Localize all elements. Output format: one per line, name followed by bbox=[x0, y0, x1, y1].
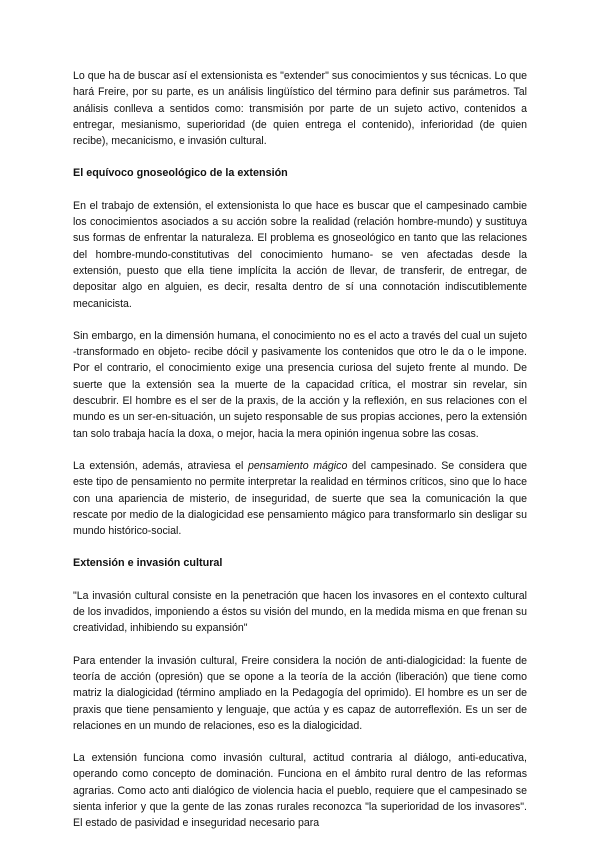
paragraph-human-dimension: Sin embargo, en la dimensión humana, el conocimiento no es el acto a través del cual un sujeto -transformado en objeto- recibe dócil y pasivamente los contenidos que otro le da o le impone. Por el contrario, el conocimiento exige una presencia curiosa del sujeto frente al mundo. De suerte que la extensión sea la muerte de la capacidad crítica, el mostrar sin revelar, sin descubrir. El hombre es el ser de la praxis, de la acción y la reflexión, en sus relaciones con el mundo es un ser-en-situación, un sujeto responsable de sus propias acciones, pero la extensión tan solo trabaja hacía la doxa, o mejor, hacia la mera opinión ingenua sobre las cosas. bbox=[73, 329, 527, 440]
paragraph-gnoseological-problem: En el trabajo de extensión, el extensionista lo que hace es buscar que el campesinado cambie los conocimientos asociados a su acción sobre la realidad (relación hombre-mundo) y sustituya sus formas de enfrentar la naturaleza. El problema es gnoseológico en tanto que las relaciones del hombre-mundo-constitutivas del conocimiento humano- se ven afectadas desde la extensión, puesto que ella tiene implícita la acción de llevar, de transferir, de entregar, de depositar algo en alguien, es decir, resalta dentro de sí una connotación indiscutiblemente mecanicista. bbox=[73, 199, 527, 310]
paragraph-anti-dialogicity: Para entender la invasión cultural, Freire considera la noción de anti-dialogicidad: la fuente de teoría de acción (opresión) que se opone a la teoría de la acción (liberación) que tiene como matriz la dialogicidad (término ampliado en la Pedagogía del oprimido). El hombre es un ser de praxis que tiene pensamiento y lenguaje, que actúa y es capaz de autorreflexión. Es un ser de relaciones en un mundo de relaciones, eso es la dialogicidad. bbox=[73, 654, 527, 732]
emphasis-pensamiento-magico: pensamiento mágico bbox=[247, 459, 348, 472]
paragraph-extension-intro: Lo que ha de buscar así el extensionista es "extender" sus conocimientos y sus técnicas. Lo que hará Freire, por su parte, es un análisis lingüístico del término para definir sus parámetros. Tal análisis conlleva a sentidos como: transmisión por parte de un sujeto activo, contenidos a entregar, mesianismo, superioridad (de quien entrega el contenido), inferioridad (de quien recibe), mecanicismo, e invasión cultural. bbox=[73, 70, 527, 148]
document-body bbox=[73, 68, 527, 848]
paragraph-magic-thinking-start: La extensión, además, atraviesa el bbox=[73, 459, 248, 472]
paragraph-extension-function: La extensión funciona como invasión cultural, actitud contraria al diálogo, anti-educativa, operando como concepto de dominación. Funciona en el ámbito rural dentro de las reformas agrarias. Como acto anti dialógico de violencia hacia el pueblo, requiere que el campesinado se sienta inferior y que la gente de las zonas rurales reconozca "la superioridad de los invasores". El estado de pasividad e inseguridad necesario para bbox=[73, 752, 527, 830]
quote-cultural-invasion: "La invasión cultural consiste en la penetración que hacen los invasores en el contexto cultural de los invadidos, imponiendo a éstos su visión del mundo, en la medida misma en que frenan su creatividad, inhibiendo su expansión" bbox=[73, 589, 527, 635]
paragraph-magic-thinking-end: del campesinado. Se considera que este tipo de pensamiento no permite interpretar la realidad en términos críticos, sino que lo hace con una apariencia de misterio, de inseguridad, de suerte que sea la comunicación la que rescate por medio de la dialogicidad ese pensamiento mágico para transformarlo sin desligar su mundo histórico-social. bbox=[73, 459, 528, 538]
heading-equivoco-gnoseologico: El equívoco gnoseológico de la extensión bbox=[73, 167, 288, 180]
paragraph-magic-thinking bbox=[73, 458, 527, 539]
heading-extension-invasion: Extensión e invasión cultural bbox=[73, 557, 223, 570]
